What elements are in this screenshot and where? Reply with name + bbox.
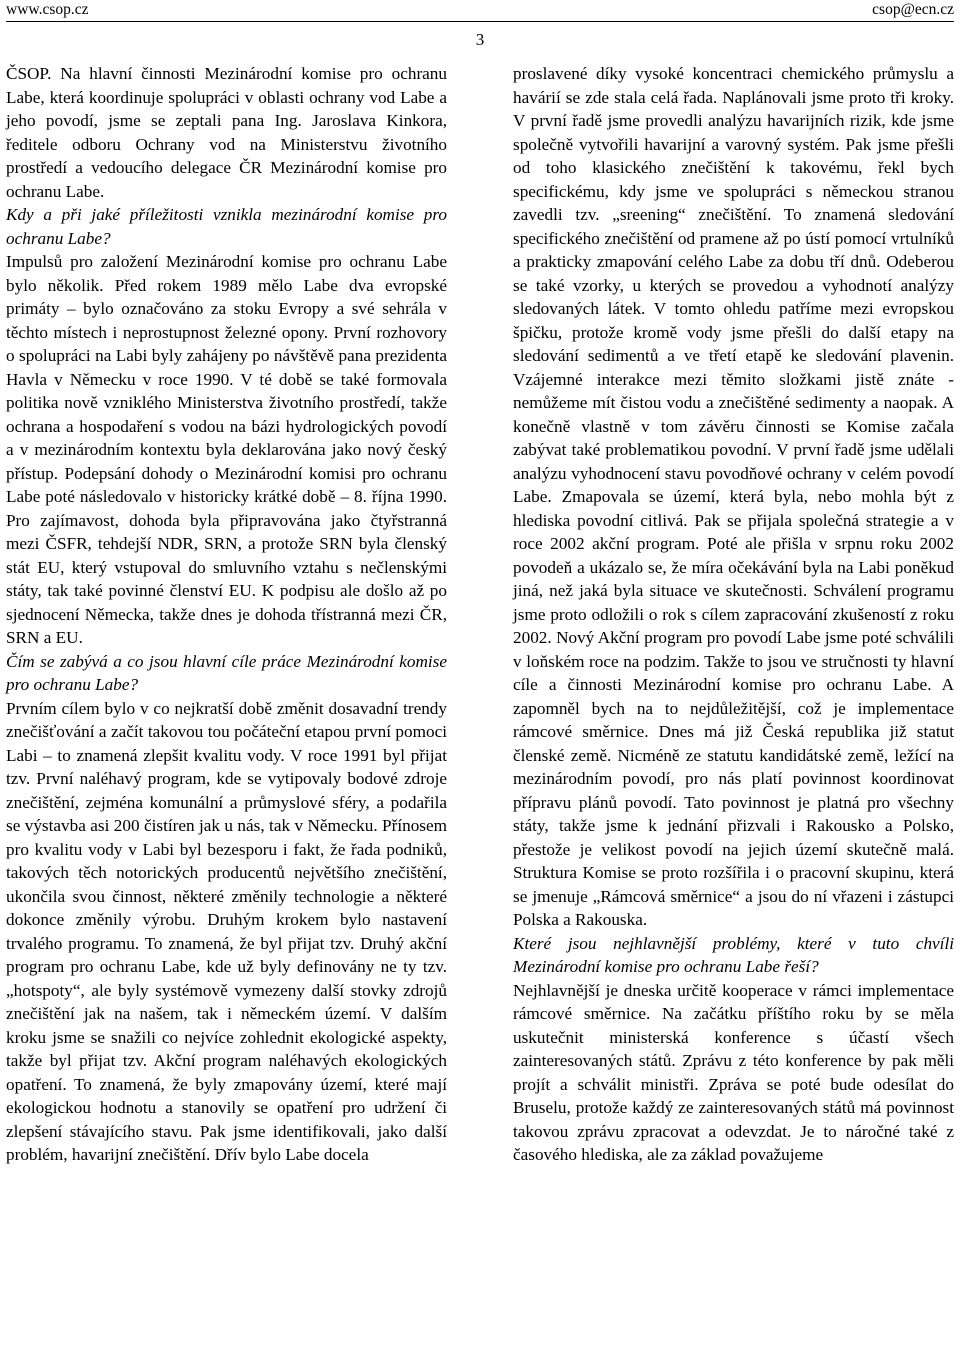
question-2: Čím se zabývá a co jsou hlavní cíle práce Mezinárodní komise pro ochranu Labe?: [6, 651, 447, 694]
answer-2-continued: proslavené díky vysoké koncentraci chemického průmyslu a havárií se zde stala celá řada. Naplánovali jsme proto tři kroky. V první řadě jsme provedli analýzu havarijních rizik, kde jsme společně vytvořili havarijní a varovný systém. Pak jsme přešli od toho klasického znečištění k takovému, řekl bych specifickému, kdy jsme ve spolupráci s německou stranou zavedli tzv. „sreening“ znečištění. To znamená sledování specifického znečištění od pramene až po ústí pomocí vrtulníků a prakticky zmapování celého Labe za dobu tří dnů. Odeberou se také vzorky, u kterých se provedou a vyhodnotí analýzy sledovaných látek. V tomto ohledu patříme mezi evropskou špičku, protože kromě vody jsme přešli do další etapy na sledování sedimentů a ve třetí etapě ke sledování plavenin. Vzájemné interakce mezi těmito složkami jistě znáte - nemůžeme mít čistou vodu a znečištěné sedimenty a naopak. A konečně vlastně v tom závěru činnosti se Komise začala zabývat také problematikou povodní. V první řadě jsme udělali analýzu vyhodnocení stavu povodňové ochrany v celém povodí Labe. Zmapovala se území, která byla, nebo mohla být z hlediska povodní citlivá. Pak se přijala společná strategie a v roce 2002 akční program. Poté ale přišla v srpnu roku 2002 povodeň a ukázalo se, že míra očekávání byla na Labi poněkud jiná, než jaká byla situace ve skutečnosti. Schválení programu jsme proto odložili o rok s cílem zapracování zkušeností z roku 2002. Nový Akční program pro povodí Labe jsme poté schválili v loňském roce na podzim. Takže to jsou ve stručnosti ty hlavní cíle a činnosti Mezinárodní komise pro ochranu Labe. A zapomněl bych na to nejdůležitější, což je implementace rámcové směrnice. Dnes má již Česká republika již statut členské země. Nicméně ze statutu kandidátské země, ležící na mezinárodním povodí, pro nás platí povinnost koordinovat přípravu plánů povodí. Tato povinnost je platná pro všechny státy, takže jsme k jednání přizvali i Rakousko a Polsko, přestože je velikost povodí na jejich území skutečně malá. Struktura Komise se proto rozšířila i o pracovní skupinu, která se jmenuje „Rámcová směrnice“ a jsou do ní vřazeni i zástupci Polska a Rakouska.: [513, 64, 954, 929]
header-email[interactable]: csop@ecn.cz: [872, 1, 954, 18]
question-3: Které jsou nejhlavnější problémy, které v tuto chvíli Mezinárodní komise pro ochranu Labe řeší?: [513, 933, 954, 976]
right-column: [513, 62, 954, 1167]
intro-paragraph: ČSOP. Na hlavní činnosti Mezinárodní komise pro ochranu Labe, která koordinuje spolupráci v oblasti ochrany vod Labe a jeho povodí, jsme se zeptali pana Ing. Jaroslava Kinkora, ředitele odboru Ochrany vod na Ministerstvu životního prostředí a vedoucího delegace ČR Mezinárodní komise pro ochranu Labe.: [6, 64, 447, 201]
page-header: [6, 0, 954, 20]
header-divider: [6, 21, 954, 22]
answer-3: Nejhlavnější je dneska určitě kooperace v rámci implementace rámcové směrnice. Na začátku příštího roku by se měla uskutečnit ministerská konference s účastí všech zainteresovaných států. Zprávu z této konference by pak měli projít a schválit ministři. Zpráva se poté bude odesílat do Bruselu, protože každý ze zainteresovaných států má povinnost takovou zprávu zpracovat a odevzdat. Je to náročné také z časového hlediska, ale za základ považujeme: [513, 980, 954, 1164]
page-number: 3: [475, 30, 485, 49]
answer-1: Impulsů pro založení Mezinárodní komise pro ochranu Labe bylo několik. Před rokem 1989 mělo Labe dva evropské primáty – bylo označováno za stoku Evropy a své sehrála v těchto místech i neprostupnost železné opony. První rozhovory o spolupráci na Labi byly zahájeny po návštěvě pana prezidenta Havla v Německu v roce 1990. V té době se také formovala politika nově vzniklého Ministerstva životního prostředí, takže ochrana a hospodaření s vodou na bázi hydrologických povodí a v mezinárodním kontextu byla deklarována jako nový český přístup. Podepsání dohody o Mezinárodní komisi pro ochranu Labe poté následovalo v historicky krátké době – 8. října 1990. Pro zajímavost, dohoda byla připravována jako čtyřstranná mezi ČSFR, tehdejší NDR, SRN, a protože SRN byla členský stát EU, který vstupoval do smluvního vztahu s nečlenskými státy, tak také povinné členství EU. K podpisu ale došlo až po sjednocení Německa, takže dnes je dohoda třístranná mezi ČR, SRN a EU.: [6, 252, 447, 647]
answer-2: Prvním cílem bylo v co nejkratší době změnit dosavadní trendy znečišťování a začít takovou tou počáteční etapou první pomoci Labi – to znamená zlepšit kvalitu vody. V roce 1991 byl přijat tzv. První naléhavý program, kde se vytipovaly bodové zdroje znečištění, zejména komunální a průmyslové sféry, a podařila se výstavba asi 200 čistíren jak u nás, tak v Německu. Přínosem pro kvalitu vody v Labi byl bezesporu i fakt, že řada podniků, takových těch notorických producentů největšího znečištění, ukončila svou činnost, některé změnily technologie a některé dokonce změnily výrobu. Druhým krokem bylo nastavení trvalého programu. To znamená, že byl přijat tzv. Druhý akční program pro ochranu Labe, kde už byly definovány ne ty tzv. „hotspoty“, ale byly systémově vymezeny další stovky zdrojů znečištění jak na našem, tak i německém území. V dalším kroku jsme se snažili co nejvíce zohlednit ekologické aspekty, takže byl přijat tzv. Akční program naléhavých ekologických opatření. To znamená, že byly zmapovány území, které mají ekologickou hodnotu a stanovily se opatření pro udržení či zlepšení stávajícího stavu. Pak jsme identifikovali, jako další problém, havarijní znečištění. Dřív bylo Labe docela: [6, 698, 447, 1164]
question-1: Kdy a při jaké příležitosti vznikla mezinárodní komise pro ochranu Labe?: [6, 205, 447, 248]
header-website[interactable]: www.csop.cz: [6, 1, 89, 18]
left-column: [6, 62, 447, 1167]
